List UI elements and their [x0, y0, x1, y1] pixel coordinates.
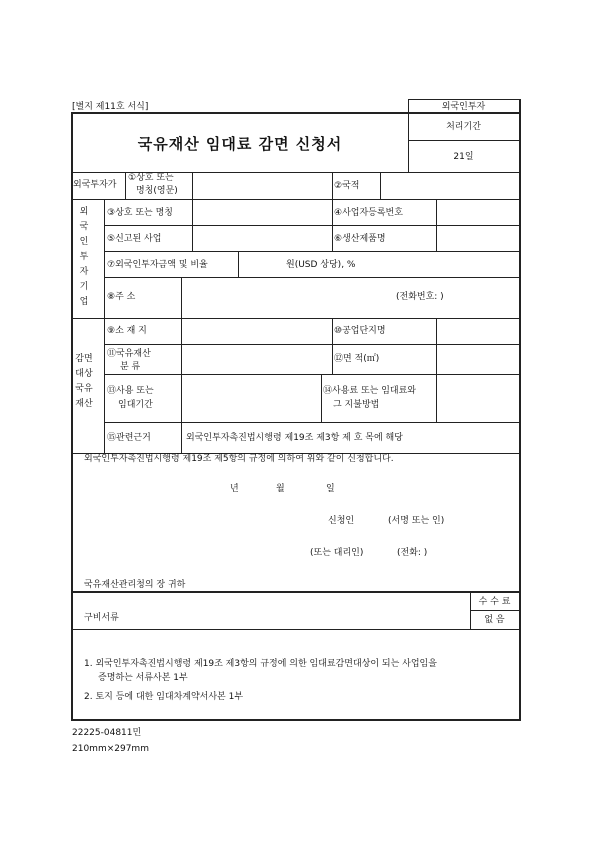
investment-amount-value: 원(USD 상당), % [286, 260, 356, 270]
form-title: 국유재산 임대료 감면 신청서 [137, 135, 343, 153]
document-item-1-line2: 증명하는 서류사본 1부 [98, 673, 188, 683]
signature-label: (서명 또는 인) [388, 516, 445, 526]
divider [470, 610, 520, 611]
application-statement: 외국인투자촉진법시행령 제19조 제5항의 규정에 의하여 위와 같이 신청합니다. [84, 454, 394, 464]
divider [181, 318, 182, 422]
frame-top [71, 112, 520, 114]
field-business-reg-no: ④사업자등록번호 [334, 208, 403, 218]
field-property-class-line2: 분 류 [120, 362, 141, 372]
divider [104, 251, 520, 252]
divider [192, 172, 193, 199]
addressee: 국유재산관리청의 장 귀하 [84, 580, 186, 590]
address-phone: (전화번호: ) [396, 292, 444, 302]
field-rent-method-line2: 그 지불방법 [333, 400, 380, 410]
divider [181, 422, 182, 453]
divider [408, 140, 519, 141]
documents-label: 구비서류 [84, 613, 119, 623]
field-lease-period-line1: ⑬사용 또는 [107, 386, 154, 396]
field-company-name: ③상호 또는 명칭 [107, 208, 173, 218]
divider [380, 172, 381, 199]
field-rent-method-line1: ⑭사용료 또는 임대료와 [323, 386, 416, 396]
field-property-class-line1: ⑪국유재산 [107, 349, 151, 359]
legal-basis-value: 외국인투자촉진법시행령 제19조 제3항 제 호 목에 해당 [186, 433, 403, 443]
frame-right [519, 99, 521, 720]
paper-size: 210mm×297mm [72, 744, 149, 754]
field-location: ⑨소 재 지 [107, 326, 147, 336]
divider [71, 199, 520, 200]
divider [332, 318, 333, 374]
divider [321, 374, 322, 422]
field-name-en-line2: 명칭(영문) [136, 186, 178, 196]
processing-period-label: 처리기간 [446, 122, 481, 132]
divider [71, 629, 520, 630]
divider [238, 251, 239, 277]
date-year: 년 [230, 484, 239, 494]
applicant-label: 신청인 [328, 516, 355, 526]
field-reported-business: ⑤신고된 사업 [107, 234, 162, 244]
field-industrial-complex: ⑩공업단지명 [334, 326, 386, 336]
divider [104, 374, 520, 375]
field-nationality: ②국적 [334, 181, 360, 191]
phone-label: (전화: ) [397, 548, 428, 558]
divider [71, 318, 520, 319]
divider [104, 225, 520, 226]
field-name-en-line1: ①상호 또는 [128, 173, 174, 183]
fee-label: 수 수 료 [478, 597, 511, 607]
form-number: [별지 제11호 서식] [72, 102, 149, 112]
divider [104, 422, 520, 423]
document-item-2: 2. 토지 등에 대한 임대차계약서사본 1부 [84, 692, 244, 702]
processing-period-value: 21일 [453, 152, 474, 162]
document-item-1-line1: 1. 외국인투자촉진법시행령 제19조 제3항의 규정에 의한 임대료감면대상이 되는 사업임을 [84, 659, 437, 669]
divider [408, 99, 519, 100]
representative-label: (또는 대리인) [310, 548, 364, 558]
field-lease-period-line2: 임대기간 [118, 400, 153, 410]
field-address: ⑧주 소 [107, 292, 136, 302]
investor-type-label: 외국인투자 [441, 102, 486, 112]
divider [104, 277, 520, 278]
fee-value: 없 음 [484, 615, 505, 625]
date-month: 월 [276, 484, 285, 494]
divider [125, 172, 126, 199]
field-investment-amount: ⑦외국인투자금액 및 비율 [107, 260, 208, 270]
field-product-name: ⑥생산제품명 [334, 234, 386, 244]
date-day: 일 [326, 484, 335, 494]
form-code: 22225-04811민 [72, 728, 142, 738]
field-legal-basis: ⑮관련근거 [107, 433, 151, 443]
divider [332, 172, 333, 199]
field-area: ⑫면 적(㎡) [334, 354, 380, 364]
divider [436, 318, 437, 422]
divider [104, 344, 520, 345]
investor-section-label: 외국투자가 [73, 180, 117, 190]
frame-bottom [71, 719, 521, 721]
divider [104, 199, 105, 453]
divider [181, 277, 182, 318]
divider [71, 591, 520, 593]
